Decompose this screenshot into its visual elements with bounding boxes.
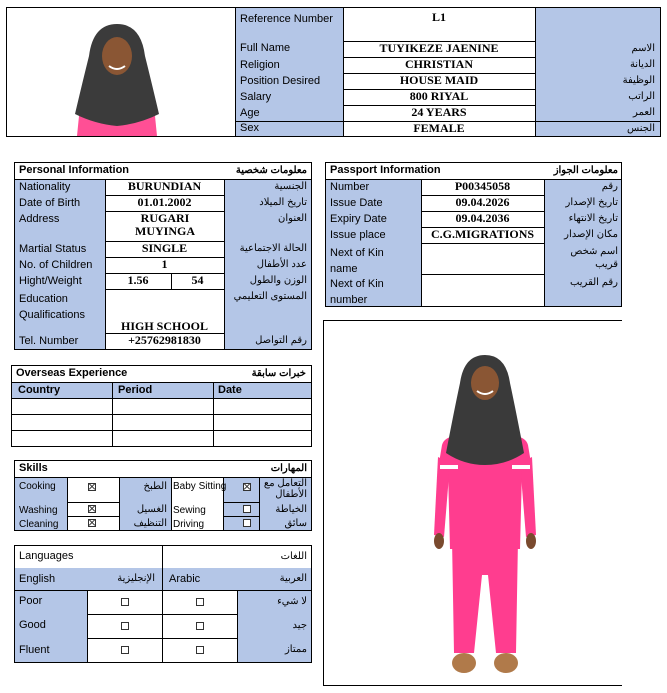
religion-label: Religion: [240, 59, 280, 71]
position-label: Position Desired: [240, 75, 321, 87]
passport-number-label: Number: [330, 181, 370, 193]
height-value: 1.56: [127, 273, 149, 287]
lang-english-label: English: [19, 573, 56, 585]
issue-date-arabic: تاريخ الإصدار: [565, 197, 618, 208]
english-poor-checkbox[interactable]: [121, 598, 129, 606]
full-body-photo-frame: [323, 320, 622, 686]
height-weight-label: Hight/Weight: [19, 275, 82, 287]
skill-washing-arabic: الغسيل: [136, 504, 167, 515]
personal-info-block: [14, 162, 312, 350]
education-arabic: المستوى التعليمي: [233, 291, 307, 302]
fullname-label: Full Name: [240, 42, 291, 54]
level-good-label: Good: [19, 619, 46, 631]
languages-title-arabic: اللغات: [280, 551, 307, 562]
skills-title-arabic: المهارات: [270, 463, 307, 474]
children-label: No. of Children: [19, 259, 93, 271]
salary-value: 800 RIYAL: [409, 89, 469, 103]
skill-cleaning-arabic: التنظيف: [133, 518, 167, 529]
skill-sewing-checkbox[interactable]: [243, 505, 251, 513]
issue-place-label: Issue place: [330, 229, 386, 241]
expiry-date-label: Expiry Date: [330, 213, 387, 225]
tel-arabic: رقم التواصل: [255, 335, 307, 346]
religion-arabic: الديانة: [629, 59, 655, 70]
age-arabic: العمر: [633, 107, 655, 118]
level-poor-arabic: لا شيء: [277, 596, 307, 607]
skill-babysitting-arabic: التعامل مع الأطفال: [263, 478, 307, 500]
english-fluent-checkbox[interactable]: [121, 646, 129, 654]
arabic-fluent-checkbox[interactable]: [196, 646, 204, 654]
education-label: Education Qualifications: [19, 293, 86, 321]
level-fluent-arabic: ممتاز: [284, 644, 307, 655]
religion-value: CHRISTIAN: [404, 57, 473, 71]
skill-driving-arabic: سائق: [284, 518, 307, 529]
salary-arabic: الراتب: [628, 91, 655, 102]
overseas-col-country: Country: [18, 384, 61, 396]
skill-babysitting-label: Baby Sitting: [173, 481, 227, 492]
level-poor-label: Poor: [19, 595, 43, 607]
sex-value: FEMALE: [413, 121, 465, 135]
overseas-title: Overseas Experience: [16, 367, 128, 379]
arabic-good-checkbox[interactable]: [196, 622, 204, 630]
skills-block: [14, 460, 312, 531]
skill-washing-checkbox[interactable]: [88, 505, 96, 513]
level-good-arabic: جيد: [292, 620, 307, 631]
skill-washing-label: Washing: [19, 505, 58, 516]
skill-cleaning-checkbox[interactable]: [88, 519, 96, 527]
position-value: HOUSE MAID: [399, 73, 479, 87]
next-kin-number-arabic: رقم القريب: [569, 277, 618, 288]
skill-driving-checkbox[interactable]: [243, 519, 251, 527]
overseas-col-date: Date: [218, 384, 242, 396]
passport-title: Passport Information: [330, 164, 441, 176]
age-label: Age: [240, 107, 260, 119]
marital-label: Martial Status: [19, 243, 87, 255]
skill-cooking-label: Cooking: [19, 481, 56, 492]
dob-label: Date of Birth: [19, 197, 81, 209]
skills-title: Skills: [19, 462, 48, 474]
languages-block: [14, 545, 312, 663]
expiry-date-arabic: تاريخ الانتهاء: [568, 213, 618, 224]
header-block: [6, 7, 661, 137]
overseas-col-period: Period: [118, 384, 153, 396]
tel-label: Tel. Number: [19, 335, 79, 347]
overseas-title-arabic: خبرات سابقة: [251, 368, 306, 379]
position-arabic: الوظيفة: [622, 75, 655, 86]
languages-title: Languages: [19, 550, 74, 562]
passport-title-arabic: معلومات الجواز: [553, 165, 618, 176]
sex-label: Sex: [240, 122, 259, 134]
marital-arabic: الحالة الاجتماعية: [239, 243, 307, 254]
skill-sewing-arabic: الخياطة: [275, 504, 307, 515]
next-kin-number-label: Next of Kin number: [330, 278, 384, 306]
english-good-checkbox[interactable]: [121, 622, 129, 630]
next-kin-name-label: Next of Kin name: [330, 247, 384, 275]
address-arabic: العنوان: [278, 213, 307, 224]
lang-arabic-arabic: العربية: [279, 573, 307, 584]
fullname-value: TUYIKEZE JAENINE: [379, 41, 499, 55]
nationality-arabic: الجنسية: [274, 181, 307, 192]
personal-title-arabic: معلومات شخصية: [235, 165, 307, 176]
personal-title: Personal Information: [19, 164, 130, 176]
skill-driving-label: Driving: [173, 519, 205, 530]
fullname-arabic: الاسم: [631, 43, 655, 54]
lang-arabic-label: Arabic: [169, 573, 201, 585]
tel-value: +25762981830: [128, 333, 201, 347]
skill-babysitting-checkbox[interactable]: [243, 483, 251, 491]
address-label: Address: [19, 213, 60, 225]
weight-value: 54: [191, 273, 204, 287]
education-value: HIGH SCHOOL: [120, 319, 209, 333]
ref-label: Reference Number: [240, 13, 333, 25]
level-fluent-label: Fluent: [19, 644, 50, 656]
issue-date-label: Issue Date: [330, 197, 383, 209]
skill-cooking-arabic: الطبخ: [143, 481, 167, 492]
issue-date-value: 09.04.2026: [455, 195, 510, 209]
children-arabic: عدد الأطفال: [256, 259, 307, 270]
issue-place-value: C.G.MIGRATIONS: [430, 227, 535, 241]
portrait-photo: [69, 22, 165, 136]
skill-cooking-checkbox[interactable]: [88, 483, 96, 491]
children-value: 1: [161, 257, 168, 271]
height-weight-arabic: الوزن والطول: [249, 275, 307, 286]
next-kin-name-arabic: اسم شخص قريب: [570, 246, 618, 270]
age-value: 24 YEARS: [411, 105, 467, 119]
skill-cleaning-label: Cleaning: [19, 519, 59, 530]
marital-value: SINGLE: [141, 241, 188, 255]
lang-english-arabic: الإنجليزية: [117, 573, 155, 584]
salary-label: Salary: [240, 91, 272, 103]
passport-number-arabic: رقم: [601, 181, 618, 192]
overseas-experience-block: [11, 365, 312, 447]
issue-place-arabic: مكان الإصدار: [564, 229, 618, 240]
ref-value: L1: [431, 10, 446, 24]
nationality-value: BURUNDIAN: [127, 179, 202, 193]
full-body-photo: [430, 353, 540, 681]
skill-sewing-label: Sewing: [173, 505, 206, 516]
sex-arabic: الجنس: [626, 123, 655, 134]
dob-arabic: تاريخ الميلاد: [259, 197, 307, 208]
address-value: RUGARI MUYINGA: [135, 211, 195, 238]
passport-number-value: P00345058: [454, 179, 511, 193]
passport-info-block: [325, 162, 622, 307]
expiry-date-value: 09.04.2036: [455, 211, 510, 225]
arabic-poor-checkbox[interactable]: [196, 598, 204, 606]
dob-value: 01.01.2002: [137, 195, 192, 209]
nationality-label: Nationality: [19, 181, 71, 193]
